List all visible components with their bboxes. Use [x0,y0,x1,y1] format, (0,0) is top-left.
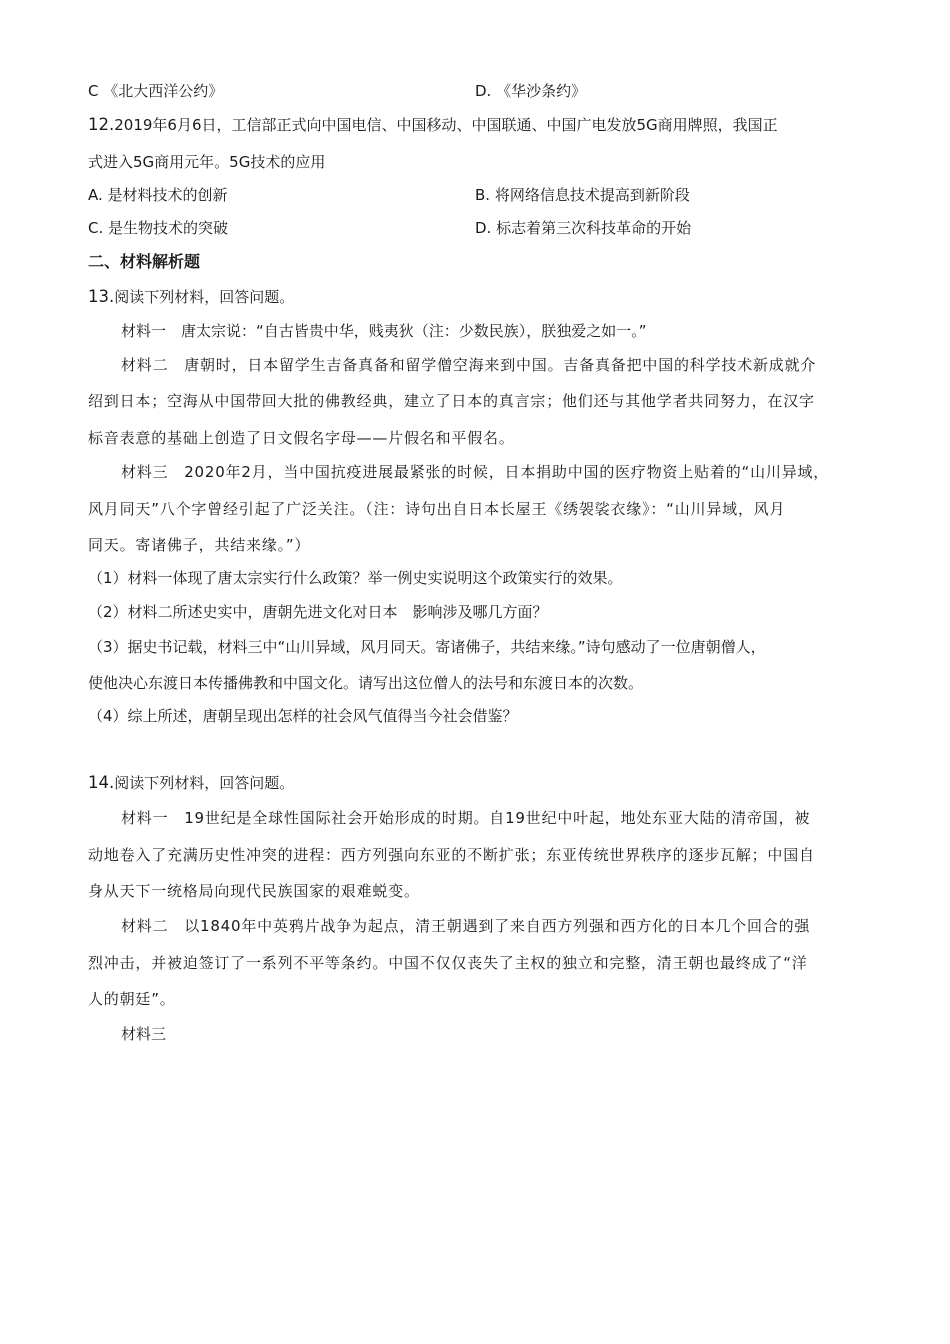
q14-material-1-line-3: 身从天下一统格局向现代民族国家的艰难蜕变。 [88,882,420,900]
q13-material-2-line-1: 材料二 唐朝时，日本留学生吉备真备和留学僧空海来到中国。吉备真备把中国的科学技术新成就介 [121,356,817,374]
q13-material-2-line-3: 标音表意的基础上创造了日文假名字母——片假名和平假名。 [88,429,515,447]
q14-material-1-line-2: 动地卷入了充满历史性冲突的进程：西方列强向东亚的不断扩张；东亚传统世界秩序的逐步瓦解；中国自 [88,846,815,864]
q13-subquestion-2: （2）材料二所述史实中，唐朝先进文化对日本 影响涉及哪几方面？ [88,603,548,621]
q13-material-1: 材料一 唐太宗说：“自古皆贵中华，贱夷狄（注：少数民族），朕独爱之如一。” [121,322,647,340]
q13-material-3-line-2: 风月同天”八个字曾经引起了广泛关注。（注：诗句出自日本长屋王《绣袈裟衣缘》：“山川异域，风月 [88,500,786,518]
q12-option-c: C. 是生物技术的突破 [88,219,229,237]
section-heading: 二、材料解析题 [88,252,201,271]
q13-prompt-text: 阅读下列材料，回答问题。 [114,288,295,306]
q13-material-3-line-3: 同天。寄诸佛子，共结来缘。”） [88,536,311,554]
q12-option-b: B. 将网络信息技术提高到新阶段 [475,186,690,204]
q11-option-c: C 《北大西洋公约》 [88,82,224,100]
q13-prompt [88,287,294,307]
q14-prompt-text: 阅读下列材料，回答问题。 [114,774,295,792]
q14-material-2-line-1: 材料二 以1840年中英鸦片战争为起点，清王朝遇到了来自西方列强和西方化的日本几个回合的强 [121,917,811,935]
q12-option-d: D. 标志着第三次科技革命的开始 [475,219,692,237]
q14-material-2-line-3: 人的朝廷”。 [88,990,176,1008]
q12-option-a: A. 是材料技术的创新 [88,186,228,204]
q14-prompt [88,773,294,793]
q12-stem-line-1: 2019年6月6日，工信部正式向中国电信、中国移动、中国联通、中国广电发放5G商用牌照，我国正 [114,116,778,134]
q14-material-2-line-2: 烈冲击，并被迫签订了一系列不平等条约。中国不仅仅丧失了主权的独立和完整，清王朝也最终成了“洋 [88,954,808,972]
q11-option-d: D. 《华沙条约》 [475,82,587,100]
q12-stem-line-2: 式进入5G商用元年。5G技术的应用 [88,153,326,171]
question-number: 13. [88,287,115,306]
question-number: 14. [88,773,115,792]
q13-material-3-line-1: 材料三 2020年2月，当中国抗疫进展最紧张的时候，日本捐助中国的医疗物资上贴着的“山川异域， [121,463,830,481]
q13-subquestion-3-line-2: 使他决心东渡日本传播佛教和中国文化。请写出这位僧人的法号和东渡日本的次数。 [88,674,644,692]
q13-subquestion-3-line-1: （3）据史书记载，材料三中“山川异域，风月同天。寄诸佛子，共结来缘。”诗句感动了一位唐朝僧人， [88,638,766,656]
q12-stem [88,115,778,135]
question-number: 12. [88,115,115,134]
q13-subquestion-1: （1）材料一体现了唐太宗实行什么政策？举一例史实说明这个政策实行的效果。 [88,569,623,587]
q14-material-1-line-1: 材料一 19世纪是全球性国际社会开始形成的时期。自19世纪中叶起，地处东亚大陆的清帝国，被 [121,809,811,827]
q13-subquestion-4: （4）综上所述，唐朝呈现出怎样的社会风气值得当今社会借鉴？ [88,707,518,725]
q14-material-3: 材料三 [121,1025,167,1043]
q13-material-2-line-2: 绍到日本；空海从中国带回大批的佛教经典，建立了日本的真言宗；他们还与其他学者共同努力，在汉字 [88,392,815,410]
